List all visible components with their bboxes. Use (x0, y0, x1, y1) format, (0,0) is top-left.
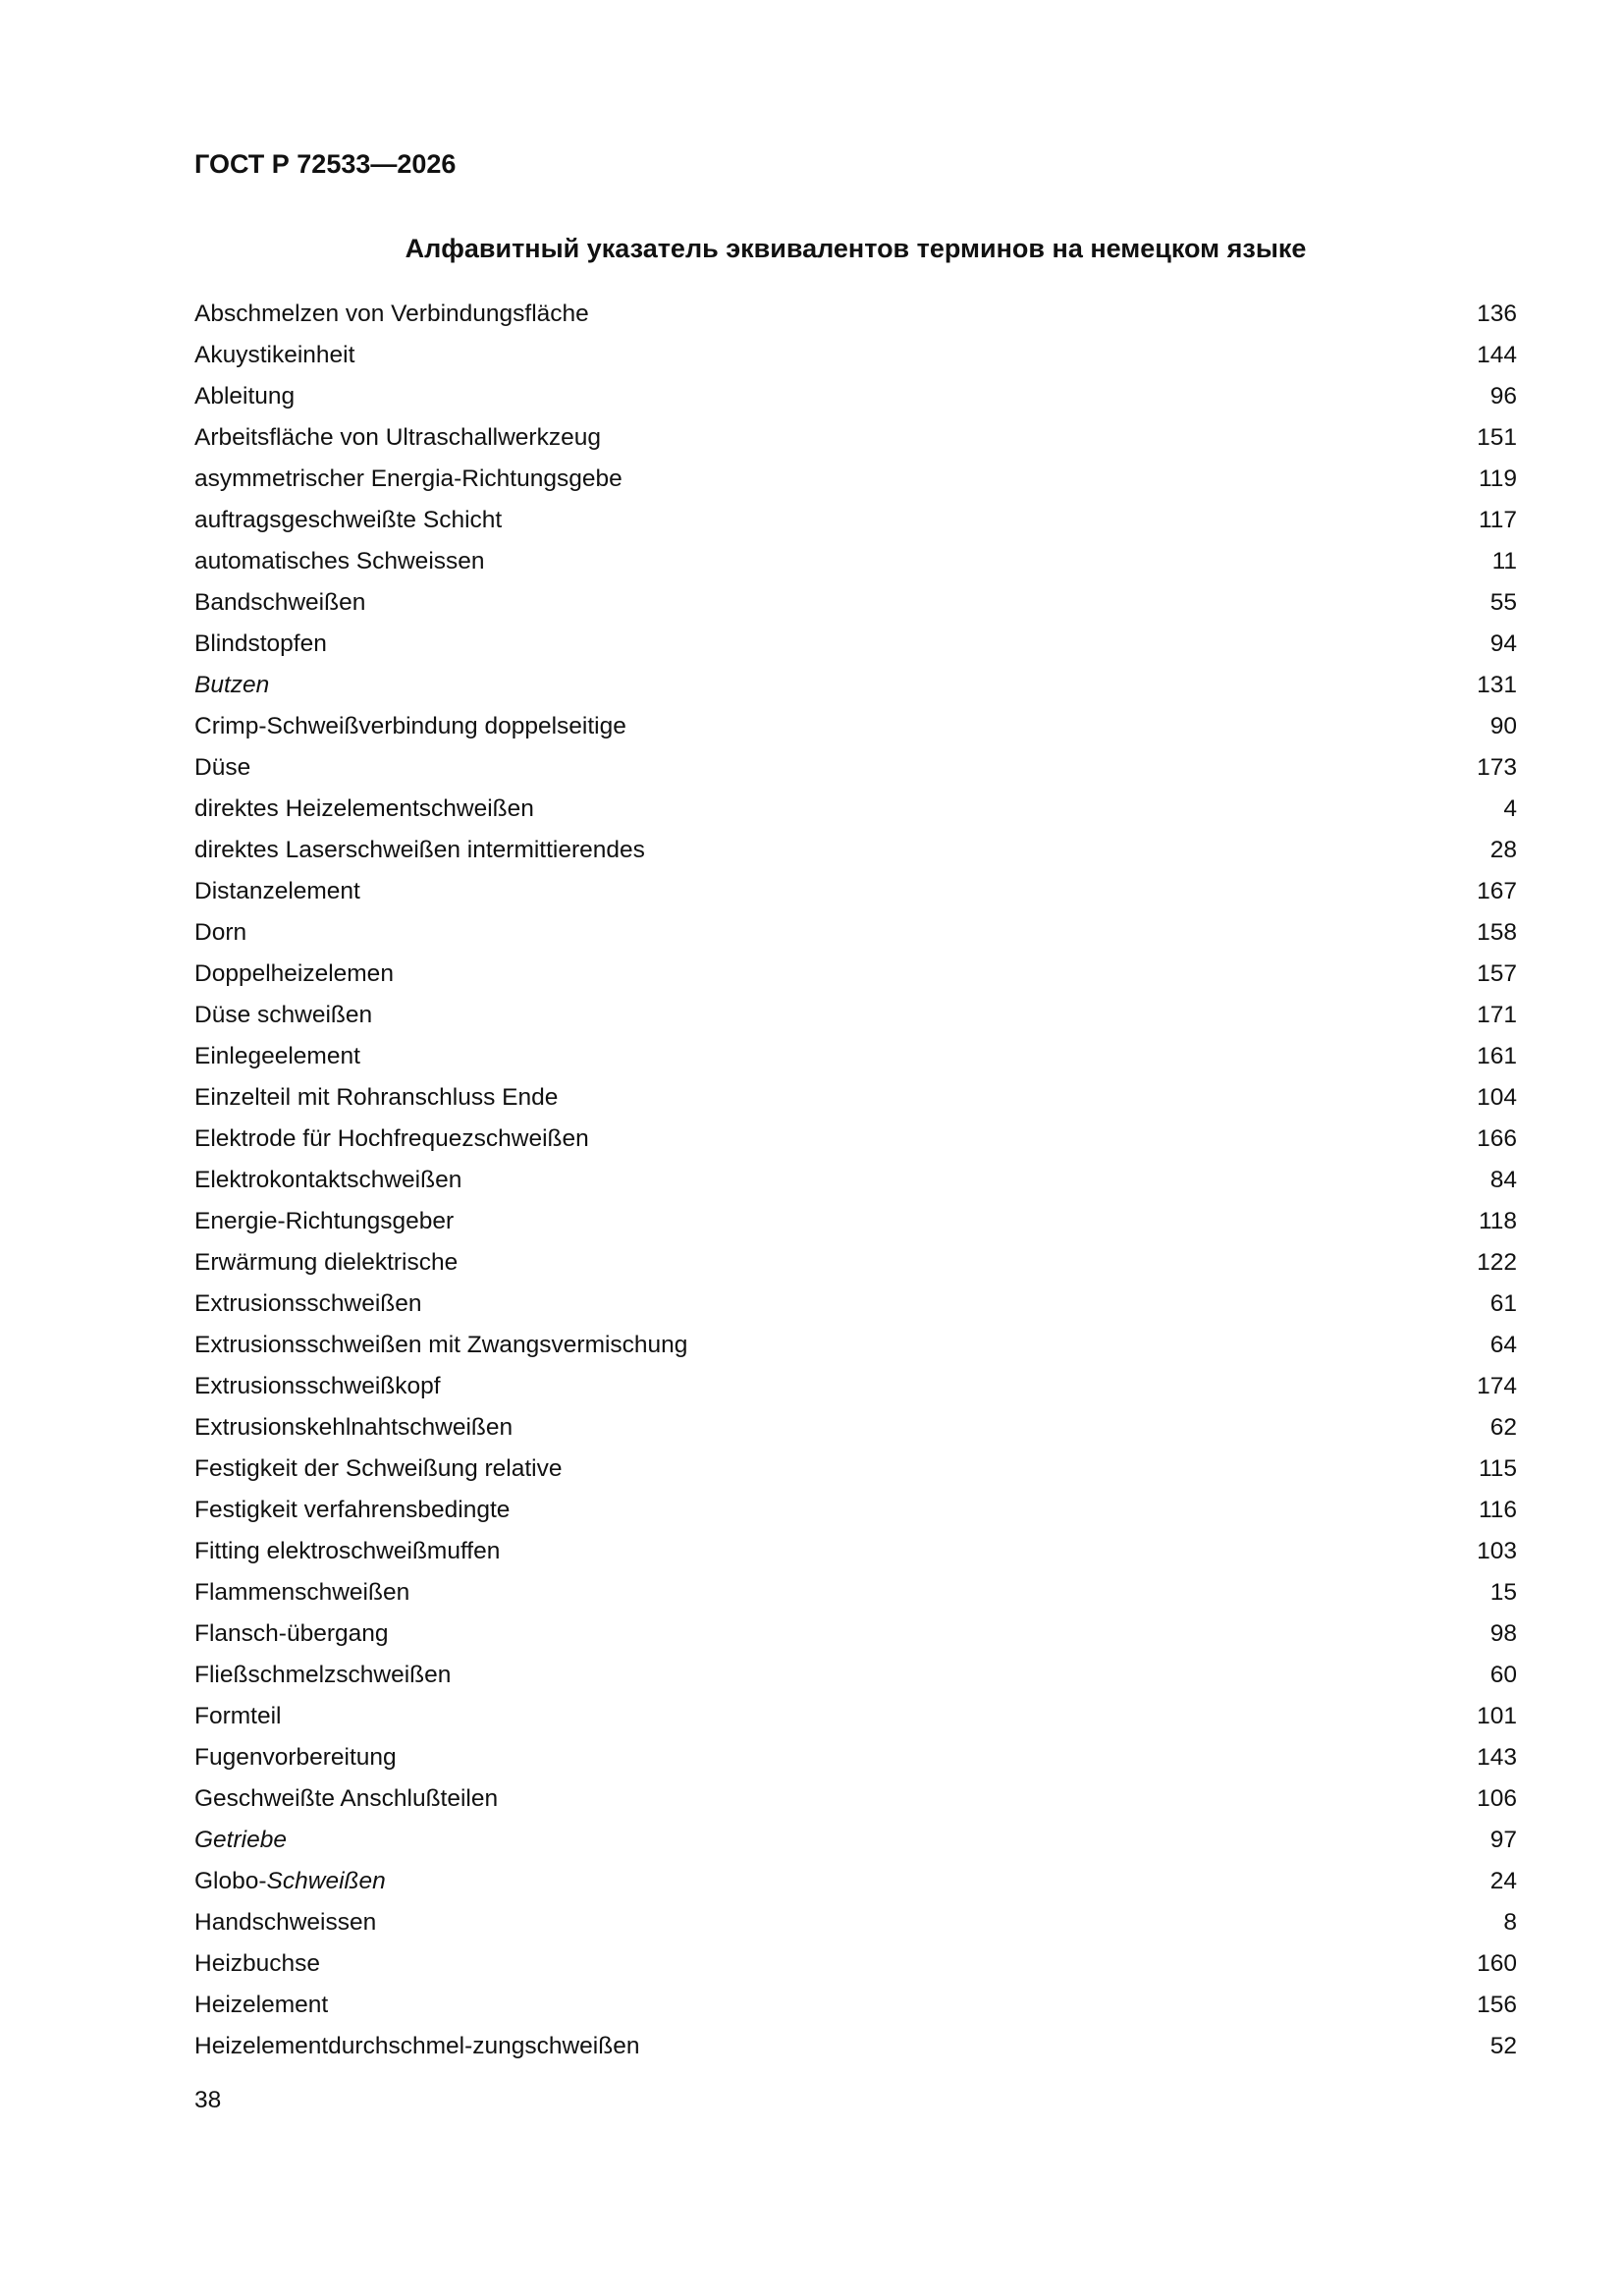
index-entry (194, 954, 1517, 995)
index-entry-term-text: Elektrode für Hochfrequezschweißen (194, 1125, 589, 1152)
index-entry-term-text: Akuystikeinheit (194, 342, 355, 368)
index-entry-term-text: Extrusionsschweißen mit Zwangsvermischung (194, 1332, 688, 1358)
index-entry-term (194, 335, 354, 376)
index-entry-term (194, 1160, 461, 1201)
index-entry (194, 459, 1517, 500)
index-entry-term (194, 912, 246, 954)
index-entry-page-ref: 90 (1489, 713, 1517, 739)
index-entry (194, 1943, 1517, 1985)
index-entry-term-text: Arbeitsfläche von Ultraschallwerkzeug (194, 424, 601, 451)
index-entry (194, 1655, 1517, 1696)
index-entry-term-text: Fugenvorbereitung (194, 1744, 397, 1771)
index-entry-term-text: Butzen (194, 672, 270, 698)
document-code-header: ГОСТ Р 72533—2026 (194, 149, 457, 179)
index-entry-list (194, 294, 1517, 2067)
index-entry-term (194, 1077, 558, 1119)
index-entry-term-text: Einzelteil mit Rohranschluss Ende (194, 1084, 559, 1111)
index-entry-page-ref: 156 (1477, 1992, 1517, 2018)
index-entry (194, 706, 1517, 747)
index-entry (194, 294, 1517, 335)
index-entry (194, 912, 1517, 954)
index-entry-term (194, 294, 589, 335)
index-entry-term (194, 871, 360, 912)
index-entry-term (194, 1531, 500, 1572)
index-entry (194, 1985, 1517, 2026)
index-entry-page-ref: 24 (1489, 1868, 1517, 1894)
index-entry-page-ref: 106 (1477, 1785, 1517, 1812)
index-entry-term (194, 1943, 320, 1985)
index-entry (194, 747, 1517, 789)
index-entry-page-ref: 62 (1489, 1414, 1517, 1441)
index-entry-page-ref: 101 (1477, 1703, 1517, 1729)
index-entry-term-text: Düse (194, 754, 251, 781)
index-entry-page-ref: 151 (1477, 424, 1517, 451)
index-entry-term-text: Heizelement (194, 1992, 329, 2018)
index-entry-term (194, 830, 645, 871)
index-entry (194, 789, 1517, 830)
index-entry (194, 1696, 1517, 1737)
index-entry-term-text: direktes Heizelementschweißen (194, 795, 534, 822)
index-entry-term (194, 1902, 376, 1943)
index-entry-term-text: Erwärmung dielektrische (194, 1249, 459, 1276)
index-entry-page-ref: 115 (1478, 1455, 1517, 1482)
index-entry-term-text: Getriebe (194, 1827, 287, 1853)
index-entry (194, 1284, 1517, 1325)
index-entry-term-text: Abschmelzen von Verbindungsfläche (194, 301, 589, 327)
index-entry (194, 1077, 1517, 1119)
index-entry (194, 1242, 1517, 1284)
index-entry-term-text: Extrusionsschweißen (194, 1290, 422, 1317)
index-entry (194, 1861, 1517, 1902)
index-entry (194, 1325, 1517, 1366)
index-entry-page-ref: 144 (1477, 342, 1517, 368)
index-entry (194, 417, 1517, 459)
index-entry-term (194, 1119, 589, 1160)
index-entry-term-text: Bandschweißen (194, 589, 366, 616)
index-entry-term-text: Formteil (194, 1703, 282, 1729)
index-entry-page-ref: 4 (1503, 795, 1517, 822)
index-entry-page-ref: 157 (1477, 960, 1517, 987)
index-entry-page-ref: 143 (1477, 1744, 1517, 1771)
index-entry-term-text: direktes Laserschweißen intermittierendes (194, 837, 645, 863)
index-entry-page-ref: 160 (1477, 1950, 1517, 1977)
index-entry (194, 1737, 1517, 1778)
index-title: Алфавитный указатель эквивалентов терминов на немецком языке (405, 234, 1307, 263)
index-entry-term (194, 706, 626, 747)
index-entry-page-ref: 118 (1478, 1208, 1517, 1234)
index-entry-page-ref: 136 (1477, 301, 1517, 327)
index-entry-page-ref: 161 (1477, 1043, 1517, 1069)
index-entry (194, 582, 1517, 624)
index-entry-term (194, 1366, 441, 1407)
index-entry-page-ref: 15 (1489, 1579, 1517, 1606)
index-entry-term (194, 500, 502, 541)
index-entry-page-ref: 173 (1477, 754, 1517, 781)
index-entry-page-ref: 122 (1477, 1249, 1517, 1276)
index-entry-term-text: Flansch-übergang (194, 1620, 389, 1647)
index-entry (194, 1490, 1517, 1531)
index-entry (194, 665, 1517, 706)
index-entry-term (194, 376, 295, 417)
index-entry-page-ref: 131 (1477, 672, 1517, 698)
index-entry-term-text: Distanzelement (194, 878, 360, 904)
index-entry-term-text: Flammenschweißen (194, 1579, 410, 1606)
index-entry (194, 1449, 1517, 1490)
index-entry-term-text: Heizbuchse (194, 1950, 321, 1977)
index-entry-page-ref: 104 (1477, 1084, 1517, 1111)
index-entry (194, 541, 1517, 582)
index-entry-page-ref: 96 (1489, 383, 1517, 410)
index-entry-term (194, 417, 601, 459)
index-entry (194, 1119, 1517, 1160)
index-entry-term (194, 789, 534, 830)
index-entry-page-ref: 174 (1477, 1373, 1517, 1399)
index-entry-term (194, 1325, 687, 1366)
index-entry-term (194, 1490, 510, 1531)
index-entry-term-text: auftragsgeschweißte Schicht (194, 507, 503, 533)
index-entry-term-text: Fließschmelzschweißen (194, 1662, 452, 1688)
index-entry-term (194, 1407, 513, 1449)
index-entry-term-text: Festigkeit verfahrensbedingte (194, 1497, 511, 1523)
index-entry-page-ref: 52 (1489, 2033, 1517, 2059)
index-entry (194, 1407, 1517, 1449)
index-entry-term-text: Einlegeelement (194, 1043, 360, 1069)
index-entry-page-ref: 167 (1477, 878, 1517, 904)
index-entry-page-ref: 8 (1503, 1909, 1517, 1936)
index-entry-term (194, 1572, 409, 1613)
index-entry-page-ref: 61 (1489, 1290, 1517, 1317)
index-entry-term (194, 747, 250, 789)
index-entry-term (194, 624, 327, 665)
index-entry (194, 335, 1517, 376)
index-entry-page-ref: 11 (1491, 548, 1517, 574)
index-entry-term (194, 1449, 562, 1490)
index-entry-page-ref: 94 (1489, 630, 1517, 657)
page-number: 38 (194, 2087, 222, 2113)
index-entry-term-text: Energie-Richtungsgeber (194, 1208, 455, 1234)
index-entry-term-text: Extrusionsschweißkopf (194, 1373, 441, 1399)
index-entry (194, 995, 1517, 1036)
index-entry-term-text: asymmetrischer Energia-Richtungsgebe (194, 465, 622, 492)
index-entry-page-ref: 171 (1477, 1002, 1517, 1028)
index-entry-term (194, 1613, 388, 1655)
index-entry-term (194, 2026, 639, 2067)
index-entry (194, 1201, 1517, 1242)
index-entry-term (194, 1820, 287, 1861)
index-entry-term (194, 665, 269, 706)
index-entry-page-ref: 166 (1477, 1125, 1517, 1152)
index-entry-term-text: Crimp-Schweißverbindung doppelseitige (194, 713, 626, 739)
index-entry-term-text: Blindstopfen (194, 630, 327, 657)
index-entry-page-ref: 55 (1489, 589, 1517, 616)
index-entry (194, 2026, 1517, 2067)
index-entry-term-text: Ableitung (194, 383, 296, 410)
index-entry-page-ref: 98 (1489, 1620, 1517, 1647)
index-entry (194, 830, 1517, 871)
index-entry-term (194, 541, 485, 582)
index-entry-term-text: Heizelementdurchschmel-zungschweißen (194, 2033, 640, 2059)
index-entry-term-text: Geschweißte Anschlußteilen (194, 1785, 499, 1812)
index-entry-term (194, 954, 394, 995)
index-entry (194, 1778, 1517, 1820)
index-entry-page-ref: 64 (1489, 1332, 1517, 1358)
index-entry (194, 1820, 1517, 1861)
index-entry-term (194, 1242, 458, 1284)
index-entry-term (194, 1201, 454, 1242)
index-entry-page-ref: 119 (1478, 465, 1517, 492)
index-entry-term-text: Doppelheizelemen (194, 960, 394, 987)
index-entry (194, 1572, 1517, 1613)
index-entry-page-ref: 28 (1489, 837, 1517, 863)
index-entry-page-ref: 84 (1489, 1167, 1517, 1193)
index-entry (194, 1613, 1517, 1655)
index-entry-term (194, 459, 622, 500)
index-entry-term-text: Dorn (194, 919, 247, 946)
index-entry-term-text: automatisches Schweissen (194, 548, 485, 574)
index-entry (194, 1531, 1517, 1572)
index-entry (194, 624, 1517, 665)
index-entry-term (194, 1655, 451, 1696)
index-entry-term-text: Fitting elektroschweißmuffen (194, 1538, 501, 1564)
index-entry-term-text: Düse schweißen (194, 1002, 373, 1028)
index-entry (194, 1366, 1517, 1407)
index-entry (194, 500, 1517, 541)
index-entry-page-ref: 158 (1477, 919, 1517, 946)
index-entry-term (194, 582, 365, 624)
index-entry-term-text: Extrusionskehlnahtschweißen (194, 1414, 514, 1441)
index-entry-term (194, 1778, 498, 1820)
index-entry-term-text: Festigkeit der Schweißung relative (194, 1455, 563, 1482)
index-entry-term (194, 1737, 397, 1778)
index-entry-term (194, 1284, 421, 1325)
index-entry-page-ref: 116 (1478, 1497, 1517, 1523)
index-entry-term-text: Elektrokontaktschweißen (194, 1167, 462, 1193)
index-entry-page-ref: 103 (1477, 1538, 1517, 1564)
index-entry (194, 1160, 1517, 1201)
index-entry-term-italic-text: Schweißen (266, 1868, 386, 1894)
index-entry-page-ref: 60 (1489, 1662, 1517, 1688)
index-entry-page-ref: 97 (1489, 1827, 1517, 1853)
index-entry-term-text: Handschweissen (194, 1909, 377, 1936)
index-entry-page-ref: 117 (1478, 507, 1517, 533)
index-entry (194, 871, 1517, 912)
index-entry-term (194, 1036, 360, 1077)
index-entry-term (194, 1696, 281, 1737)
index-entry-term (194, 995, 372, 1036)
index-entry-term (194, 1861, 386, 1902)
index-entry-term (194, 1985, 328, 2026)
index-entry (194, 1902, 1517, 1943)
index-entry (194, 1036, 1517, 1077)
index-entry-term-text: Globo- (194, 1868, 267, 1894)
index-entry (194, 376, 1517, 417)
